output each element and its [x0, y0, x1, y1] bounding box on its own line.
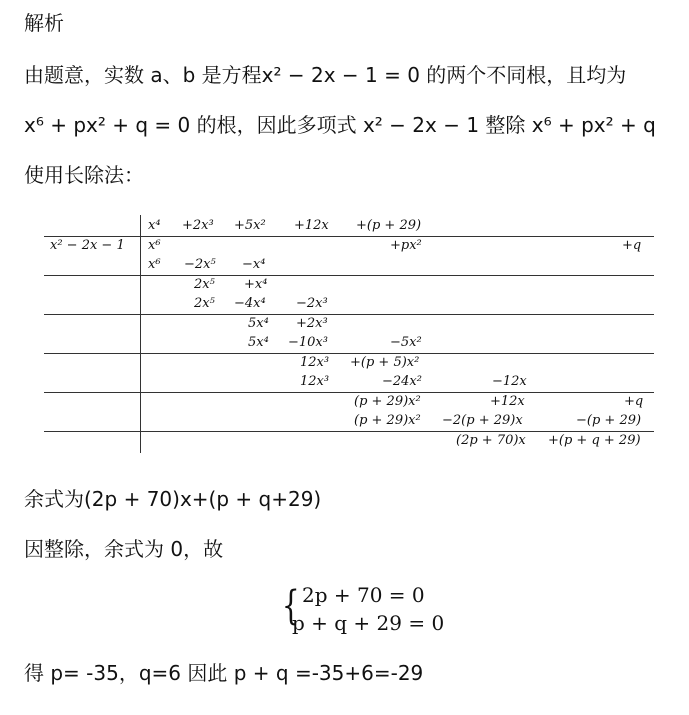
remainder-term: +(p + q + 29): [548, 433, 641, 448]
equation-2: p + q + 29 = 0: [292, 611, 445, 635]
division-term: 2x⁵: [194, 277, 215, 292]
division-rule: [44, 314, 654, 315]
division-term: 5x⁴: [248, 316, 269, 331]
division-term: x⁶: [148, 257, 161, 272]
division-term: +x⁴: [244, 277, 268, 292]
division-term: 5x⁴: [248, 335, 269, 350]
division-term: −4x⁴: [234, 296, 266, 311]
division-term: −5x²: [390, 335, 422, 350]
division-term: +12x: [490, 394, 525, 409]
division-rule: [44, 236, 654, 237]
division-term: +q: [624, 394, 644, 409]
division-term: 12x³: [300, 374, 330, 389]
dividend-term: x⁶: [148, 238, 161, 253]
division-term: 12x³: [300, 355, 330, 370]
division-term: −24x²: [382, 374, 422, 389]
quotient-term: +5x²: [234, 218, 266, 233]
divisor: x² − 2x − 1: [50, 238, 125, 253]
method-intro: 使用长除法：: [24, 163, 144, 187]
divisibility-statement: 因整除，余式为 0，故: [24, 537, 224, 561]
division-vertical-rule: [140, 215, 141, 453]
division-rule: [44, 392, 654, 393]
division-rule: [44, 353, 654, 354]
heading: 解析: [24, 11, 64, 35]
division-term: −2(p + 29)x: [442, 413, 523, 428]
division-term: 2x⁵: [194, 296, 215, 311]
problem-statement-line1: 由题意，实数 a、b 是方程x² − 2x − 1 = 0 的两个不同根，且均为: [24, 63, 627, 87]
division-term: +(p + 5)x²: [350, 355, 420, 370]
division-term: +2x³: [296, 316, 328, 331]
division-term: (p + 29)x²: [354, 413, 421, 428]
division-term: −2x⁵: [184, 257, 216, 272]
division-term: −2x³: [296, 296, 328, 311]
division-term: −10x³: [288, 335, 328, 350]
division-term: −(p + 29): [576, 413, 642, 428]
conclusion: 得 p= -35，q=6 因此 p + q =-35+6=-29: [24, 661, 424, 685]
dividend-term: +q: [622, 238, 642, 253]
division-term: −12x: [492, 374, 527, 389]
equation-1: 2p + 70 = 0: [302, 583, 425, 607]
quotient-term: +2x³: [182, 218, 214, 233]
problem-statement-line2: x⁶ + px² + q = 0 的根，因此多项式 x² − 2x − 1 整除 x⁶ + px² + q: [24, 113, 656, 137]
division-term: (p + 29)x²: [354, 394, 421, 409]
division-rule: [44, 275, 654, 276]
division-term: −x⁴: [242, 257, 266, 272]
dividend-term: +px²: [390, 238, 422, 253]
remainder-term: (2p + 70)x: [456, 433, 526, 448]
quotient-term: x⁴: [148, 218, 161, 233]
long-division-table: [44, 215, 654, 455]
quotient-term: +12x: [294, 218, 329, 233]
remainder-statement: 余式为(2p + 70)x+(p + q+29): [24, 487, 322, 511]
quotient-term: +(p + 29): [356, 218, 422, 233]
left-brace-icon: {: [281, 583, 300, 629]
